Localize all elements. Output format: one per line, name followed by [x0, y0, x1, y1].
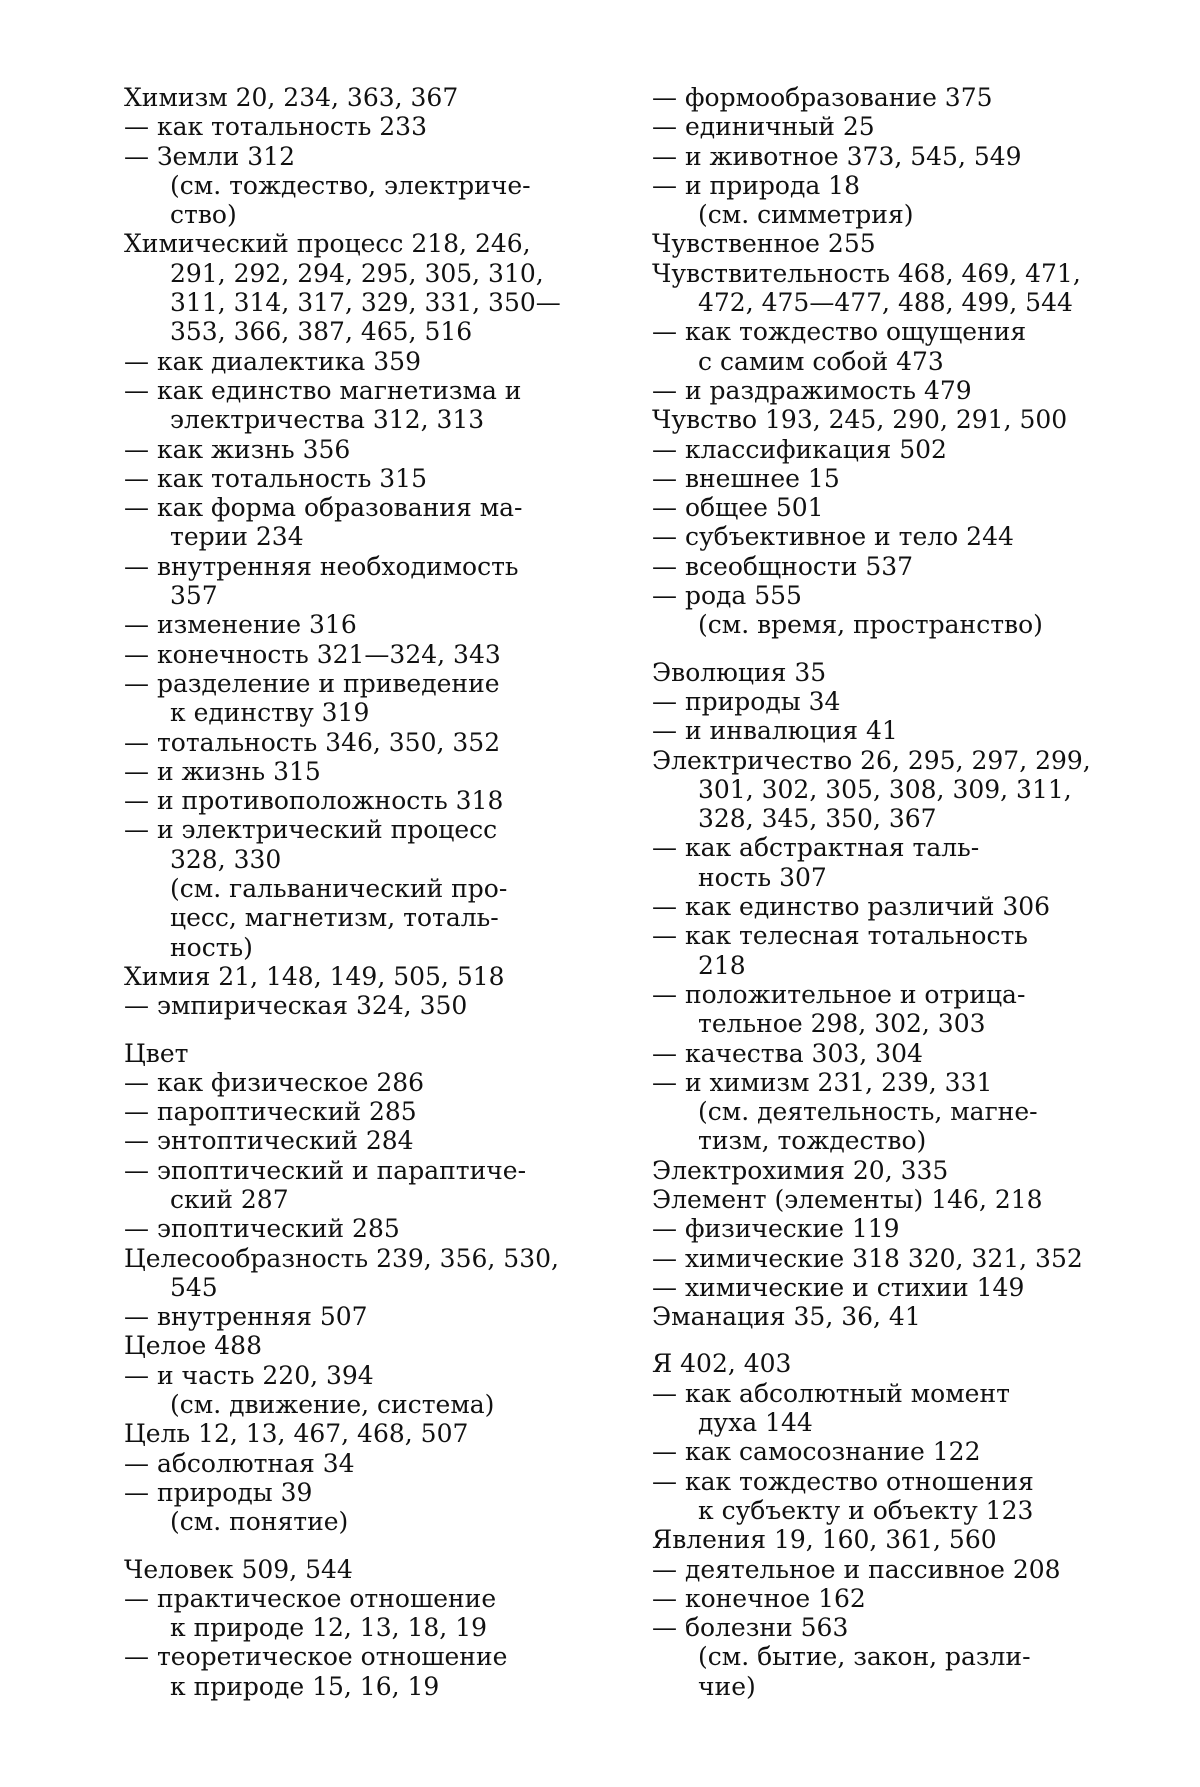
index-entry: Человек 509, 544 — [124, 1554, 353, 1584]
index-entry: — как тотальность 315 — [124, 463, 427, 493]
index-entry: Явления 19, 160, 361, 560 — [652, 1525, 997, 1555]
index-entry: Чувственное 255 — [652, 229, 876, 259]
index-entry: — как самосознание 122 — [652, 1437, 981, 1467]
index-entry: — как тождество отношения — [652, 1466, 1034, 1496]
index-entry: электричества 312, 313 — [170, 405, 485, 435]
index-entry: Химизм 20, 234, 363, 367 — [124, 83, 459, 112]
index-entry: — и инвалюция 41 — [652, 716, 898, 746]
index-entry: с самим собой 473 — [698, 346, 944, 376]
index-entry: — как абстрактная таль- — [652, 833, 980, 863]
index-entry: Электрохимия 20, 335 — [652, 1155, 949, 1185]
index-entry: ский 287 — [170, 1184, 289, 1214]
index-entry: 328, 345, 350, 367 — [698, 804, 937, 834]
index-entry: Я 402, 403 — [652, 1349, 792, 1379]
index-entry: — всеобщности 537 — [652, 551, 914, 581]
section-gap — [652, 640, 1084, 658]
index-entry: — как диалектика 359 — [124, 346, 421, 376]
index-entry: тизм, тождество) — [698, 1126, 927, 1156]
index-entry: — изменение 316 — [124, 610, 357, 640]
index-entry: 353, 366, 387, 465, 516 — [170, 317, 473, 347]
index-entry: — и животное 373, 545, 549 — [652, 141, 1022, 171]
index-entry: — природы 34 — [652, 686, 841, 716]
index-entry: — как единство магнетизма и — [124, 375, 522, 405]
index-entry: Химический процесс 218, 246, — [124, 229, 531, 259]
index-entry: — как тождество ощущения — [652, 317, 1027, 347]
index-entry: — болезни 563 — [652, 1613, 849, 1643]
index-entry: Эволюция 35 — [652, 657, 827, 687]
index-entry: (см. бытие, закон, разли- — [698, 1642, 1031, 1672]
index-entry: тельное 298, 302, 303 — [698, 1009, 986, 1039]
index-entry: (см. понятие) — [170, 1507, 349, 1537]
index-entry: чие) — [698, 1671, 756, 1701]
index-entry: 328, 330 — [170, 844, 282, 874]
index-entry: 218 — [698, 950, 746, 980]
index-entry: — как телесная тотальность — [652, 921, 1028, 951]
index-entry: — как физическое 286 — [124, 1067, 425, 1097]
index-entry: к единству 319 — [170, 698, 370, 728]
index-entry: Элемент (элементы) 146, 218 — [652, 1184, 1043, 1214]
index-entry: (см. движение, система) — [170, 1390, 495, 1420]
index-entry: Чувствительность 468, 469, 471, — [652, 258, 1081, 288]
index-entry: Цвет — [124, 1038, 189, 1068]
index-column-right — [652, 83, 1091, 1701]
index-entry: 357 — [170, 581, 218, 611]
index-entry: (см. время, пространство) — [698, 610, 1043, 640]
index-entry: (см. симметрия) — [698, 200, 914, 230]
index-entry: ность 307 — [698, 862, 827, 892]
index-column-left — [124, 83, 561, 1701]
index-entry: — тотальность 346, 350, 352 — [124, 727, 501, 757]
index-entry: — и природа 18 — [652, 170, 860, 200]
index-entry: — Земли 312 — [124, 141, 295, 171]
index-entry: (см. деятельность, магне- — [698, 1097, 1038, 1127]
index-entry: — эпоптический и парaптиче- — [124, 1155, 527, 1185]
index-entry: 291, 292, 294, 295, 305, 310, — [170, 258, 544, 288]
index-entry: — конечное 162 — [652, 1583, 866, 1613]
index-entry: — эмпирическая 324, 350 — [124, 991, 468, 1021]
index-entry: 545 — [170, 1272, 218, 1302]
index-entry: (см. гальванический про- — [170, 874, 508, 904]
index-entry: — как абсолютный момент — [652, 1378, 1010, 1408]
index-entry: — и раздражимость 479 — [652, 375, 972, 405]
index-entry: — внутренняя 507 — [124, 1302, 368, 1332]
index-entry: Химия 21, 148, 149, 505, 518 — [124, 961, 505, 991]
index-entry: Целесообразность 239, 356, 530, — [124, 1243, 559, 1273]
index-entry: — физические 119 — [652, 1214, 900, 1244]
index-entry: — разделение и приведение — [124, 668, 500, 698]
section-gap — [124, 1021, 554, 1039]
index-entry: цесс, магнетизм, тоталь- — [170, 903, 499, 933]
index-entry: Цель 12, 13, 467, 468, 507 — [124, 1419, 469, 1449]
index-entry: 301, 302, 305, 308, 309, 311, — [698, 774, 1072, 804]
index-entry: — как тотальность 233 — [124, 112, 427, 142]
index-entry: — деятельное и пассивное 208 — [652, 1554, 1061, 1584]
index-entry: терии 234 — [170, 522, 304, 552]
index-entry: — как единство различий 306 — [652, 892, 1051, 922]
index-entry: — химические и стихии 149 — [652, 1272, 1025, 1302]
index-entry: — формообразование 375 — [652, 83, 993, 112]
index-entry: — теоретическое отношение — [124, 1642, 508, 1672]
index-entry: Электричество 26, 295, 297, 299, — [652, 745, 1091, 775]
index-entry: Эманация 35, 36, 41 — [652, 1302, 921, 1332]
index-entry: — субъективное и тело 244 — [652, 522, 1014, 552]
index-entry: — абсолютная 34 — [124, 1448, 355, 1478]
index-entry: духа 144 — [698, 1408, 813, 1438]
index-entry: — как жизнь 356 — [124, 434, 351, 464]
index-entry: Целое 488 — [124, 1331, 262, 1361]
index-entry: — качества 303, 304 — [652, 1038, 923, 1068]
index-entry: — внутренняя необходимость — [124, 551, 519, 581]
index-entry: — пароптический 285 — [124, 1097, 417, 1127]
index-entry: — единичный 25 — [652, 112, 875, 142]
index-entry: — практическое отношение — [124, 1583, 497, 1613]
index-entry: — природы 39 — [124, 1477, 313, 1507]
index-entry: — и часть 220, 394 — [124, 1360, 374, 1390]
index-entry: — и жизнь 315 — [124, 756, 321, 786]
index-entry: — рода 555 — [652, 581, 802, 611]
index-entry: Чувство 193, 245, 290, 291, 500 — [652, 405, 1068, 435]
section-gap — [124, 1537, 554, 1555]
index-entry: — положительное и отрица- — [652, 979, 1026, 1009]
index-entry: к природе 12, 13, 18, 19 — [170, 1613, 488, 1643]
index-entry: — как форма образования ма- — [124, 493, 523, 523]
index-entry: — общее 501 — [652, 493, 824, 523]
index-entry: — внешнее 15 — [652, 463, 840, 493]
index-entry: — и химизм 231, 239, 331 — [652, 1067, 993, 1097]
index-entry: (см. тождество, электриче- — [170, 170, 531, 200]
index-entry: 472, 475—477, 488, 499, 544 — [698, 288, 1073, 318]
index-entry: — химические 318 320, 321, 352 — [652, 1243, 1083, 1273]
index-entry: — эпоптический 285 — [124, 1214, 400, 1244]
section-gap — [652, 1331, 1084, 1349]
index-entry: — классификация 502 — [652, 434, 947, 464]
index-entry: к субъекту и объекту 123 — [698, 1495, 1034, 1525]
index-entry: ность) — [170, 932, 253, 962]
index-entry: — энтоптический 284 — [124, 1126, 414, 1156]
index-entry: — конечность 321—324, 343 — [124, 639, 501, 669]
index-entry: 311, 314, 317, 329, 331, 350— — [170, 288, 561, 318]
index-entry: ство) — [170, 200, 237, 230]
index-entry: к природе 15, 16, 19 — [170, 1671, 440, 1701]
index-entry: — и противоположность 318 — [124, 786, 504, 816]
index-entry: — и электрический процесс — [124, 815, 498, 845]
